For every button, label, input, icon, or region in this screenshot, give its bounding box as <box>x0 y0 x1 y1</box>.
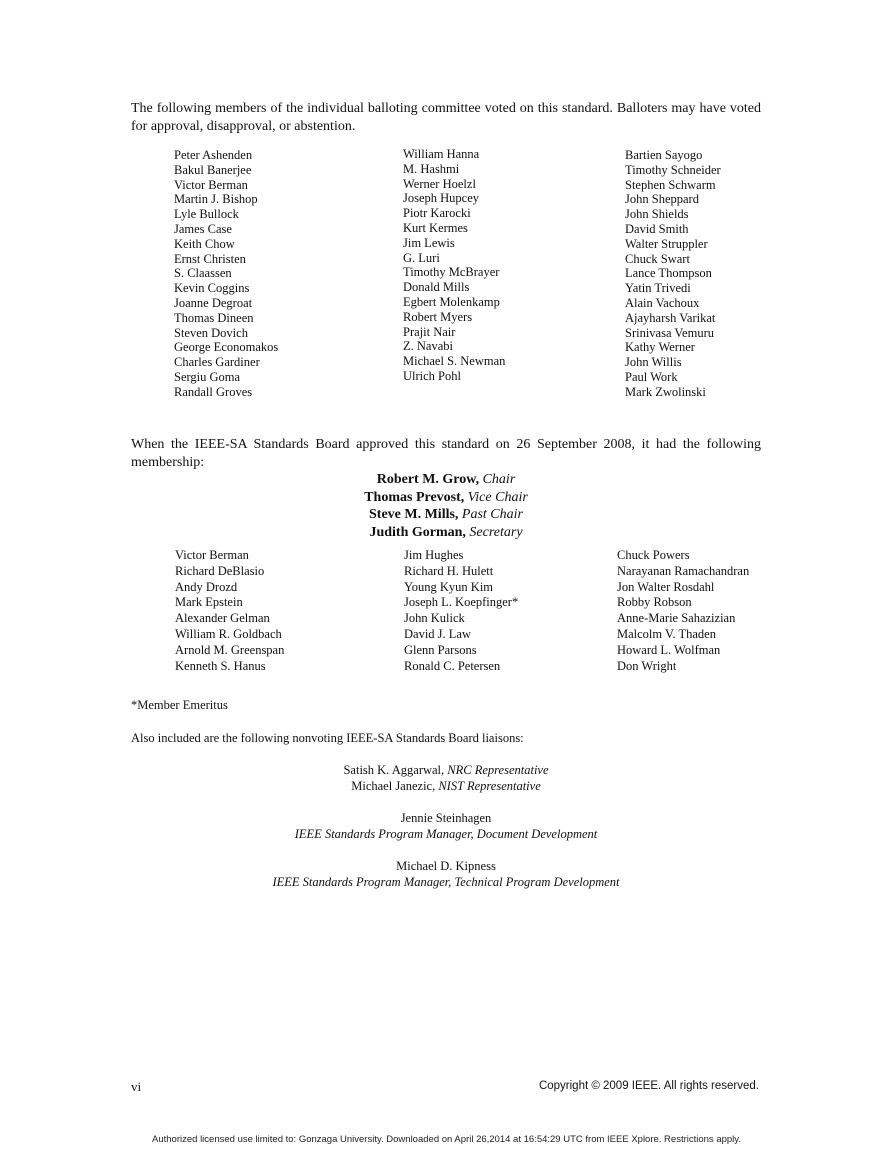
officer-secretary: Judith Gorman, Secretary <box>369 524 523 540</box>
page-number: vi <box>131 1079 142 1094</box>
staff-name: Michael D. Kipness <box>396 859 496 873</box>
board-member-name: David J. Law <box>404 626 471 641</box>
balloter-name: Robert Myers <box>403 309 473 324</box>
balloter-name: William Hanna <box>403 147 480 161</box>
board-member-name: Arnold M. Greenspan <box>175 642 285 657</box>
board-member-name: Malcolm V. Thaden <box>617 626 716 641</box>
balloter-name: Kevin Coggins <box>174 281 250 296</box>
balloter-name: Timothy McBrayer <box>403 265 500 280</box>
balloter-name: Peter Ashenden <box>174 148 253 162</box>
board-member-name: Joseph L. Koepfinger* <box>404 595 519 610</box>
balloter-name: Kathy Werner <box>625 340 695 355</box>
board-member-name: Richard H. Hulett <box>404 563 494 578</box>
balloter-name: Joseph Hupcey <box>403 191 480 206</box>
balloter-name: Ernst Christen <box>174 251 246 266</box>
board-member-name: Narayanan Ramachandran <box>617 563 750 578</box>
board-members-column-3 <box>617 548 749 674</box>
balloter-name: Prajit Nair <box>403 324 456 339</box>
balloter-name: Piotr Karocki <box>403 206 471 221</box>
license-notice: Authorized licensed use limited to: Gonzaga University. Downloaded on April 26,2014 at 16:54:29 UTC from IEEE Xplore. Restrictions apply. <box>152 1134 741 1145</box>
staff-role: IEEE Standards Program Manager, Technical Program Development <box>272 874 620 889</box>
balloter-name: Bakul Banerjee <box>174 162 252 177</box>
balloter-name: Chuck Swart <box>625 251 690 266</box>
balloter-name: Randall Groves <box>174 384 253 399</box>
officer-past-chair: Steve M. Mills, Past Chair <box>369 507 523 523</box>
member-emeritus-note: *Member Emeritus <box>131 698 228 712</box>
balloter-name: Mark Zwolinski <box>625 384 706 399</box>
balloters-column-2 <box>403 147 505 384</box>
balloting-intro: The following members of the individual balloting committee voted on this standard. Balloters may have voted for approval, disapproval, or abstention. <box>131 101 761 134</box>
board-member-name: Jim Hughes <box>404 548 464 562</box>
balloter-name: Werner Hoelzl <box>403 176 476 191</box>
board-member-name: Anne-Marie Sahazizian <box>617 611 736 626</box>
balloter-name: Lance Thompson <box>625 266 712 281</box>
balloter-name: John Shields <box>625 207 689 222</box>
board-member-name: Glenn Parsons <box>404 642 477 657</box>
officer-vice-chair: Thomas Prevost, Vice Chair <box>364 489 528 505</box>
balloter-name: Michael S. Newman <box>403 354 506 369</box>
balloter-name: S. Claassen <box>174 266 232 281</box>
balloter-name: Srinivasa Vemuru <box>625 325 714 340</box>
balloter-name: James Case <box>174 221 232 236</box>
balloter-name: Yatin Trivedi <box>625 281 691 296</box>
officer-chair: Robert M. Grow, Chair <box>376 472 516 487</box>
balloter-name: Lyle Bullock <box>174 207 239 222</box>
board-member-name: Don Wright <box>617 658 677 673</box>
board-member-name: Howard L. Wolfman <box>617 642 721 657</box>
board-member-name: Chuck Powers <box>617 548 690 562</box>
balloter-name: Alain Vachoux <box>625 295 700 310</box>
staff-technical-program-development <box>131 859 761 890</box>
balloters-column-1 <box>174 148 278 400</box>
balloter-name: Donald Mills <box>403 280 470 295</box>
board-member-name: Victor Berman <box>175 548 249 562</box>
balloter-name: Z. Navabi <box>403 339 453 354</box>
balloter-name: David Smith <box>625 221 689 236</box>
liaison-nist: Michael Janezic, NIST Representative <box>351 778 541 793</box>
board-member-name: Richard DeBlasio <box>175 563 265 578</box>
liaisons-list <box>131 763 761 794</box>
balloter-name: Thomas Dineen <box>174 310 254 325</box>
board-member-name: Ronald C. Petersen <box>404 658 501 673</box>
board-member-name: Alexander Gelman <box>175 611 270 626</box>
balloter-name: George Economakos <box>174 340 279 355</box>
board-members-column-1 <box>175 548 284 674</box>
balloter-name: G. Luri <box>403 250 440 265</box>
balloter-name: Martin J. Bishop <box>174 192 258 207</box>
balloter-name: Walter Struppler <box>625 236 708 251</box>
balloter-name: Egbert Molenkamp <box>403 294 500 309</box>
balloter-name: Sergiu Goma <box>174 369 241 384</box>
board-members-column-2 <box>404 548 518 674</box>
balloter-name: Victor Berman <box>174 177 248 192</box>
balloter-name: John Willis <box>625 355 682 370</box>
liaison-nrc: Satish K. Aggarwal, NRC Representative <box>343 763 549 777</box>
balloter-name: Kurt Kermes <box>403 220 468 235</box>
balloter-name: Timothy Schneider <box>625 162 721 177</box>
balloter-name: John Sheppard <box>625 192 699 207</box>
board-member-name: Robby Robson <box>617 595 692 610</box>
balloter-name: M. Hashmi <box>403 161 460 176</box>
balloter-name: Ulrich Pohl <box>403 368 461 383</box>
board-officers <box>131 471 761 541</box>
board-member-name: Young Kyun Kim <box>404 579 494 594</box>
balloter-name: Joanne Degroat <box>174 295 253 310</box>
staff-document-development <box>131 811 761 842</box>
balloter-name: Paul Work <box>625 369 678 384</box>
board-member-name: Mark Epstein <box>175 595 243 610</box>
balloter-name: Stephen Schwarm <box>625 177 716 192</box>
balloter-name: Ajayharsh Varikat <box>625 310 716 325</box>
staff-name: Jennie Steinhagen <box>400 811 492 825</box>
board-intro: When the IEEE-SA Standards Board approved this standard on 26 September 2008, it had the following membership: <box>131 437 761 470</box>
balloter-name: Charles Gardiner <box>174 355 260 370</box>
balloter-name: Bartien Sayogo <box>625 148 703 162</box>
board-member-name: John Kulick <box>404 611 465 626</box>
balloter-name: Keith Chow <box>174 236 235 251</box>
board-member-name: William R. Goldbach <box>175 626 282 641</box>
board-member-name: Jon Walter Rosdahl <box>617 579 715 594</box>
balloters-column-3 <box>625 148 721 400</box>
board-member-name: Andy Drozd <box>175 579 238 594</box>
staff-role: IEEE Standards Program Manager, Document Development <box>294 826 598 841</box>
balloter-name: Steven Dovich <box>174 325 248 340</box>
liaisons-intro: Also included are the following nonvoting IEEE-SA Standards Board liaisons: <box>131 731 524 745</box>
copyright-notice: Copyright © 2009 IEEE. All rights reserved. <box>538 1080 759 1092</box>
balloter-name: Jim Lewis <box>403 235 455 250</box>
board-member-name: Kenneth S. Hanus <box>175 658 266 673</box>
